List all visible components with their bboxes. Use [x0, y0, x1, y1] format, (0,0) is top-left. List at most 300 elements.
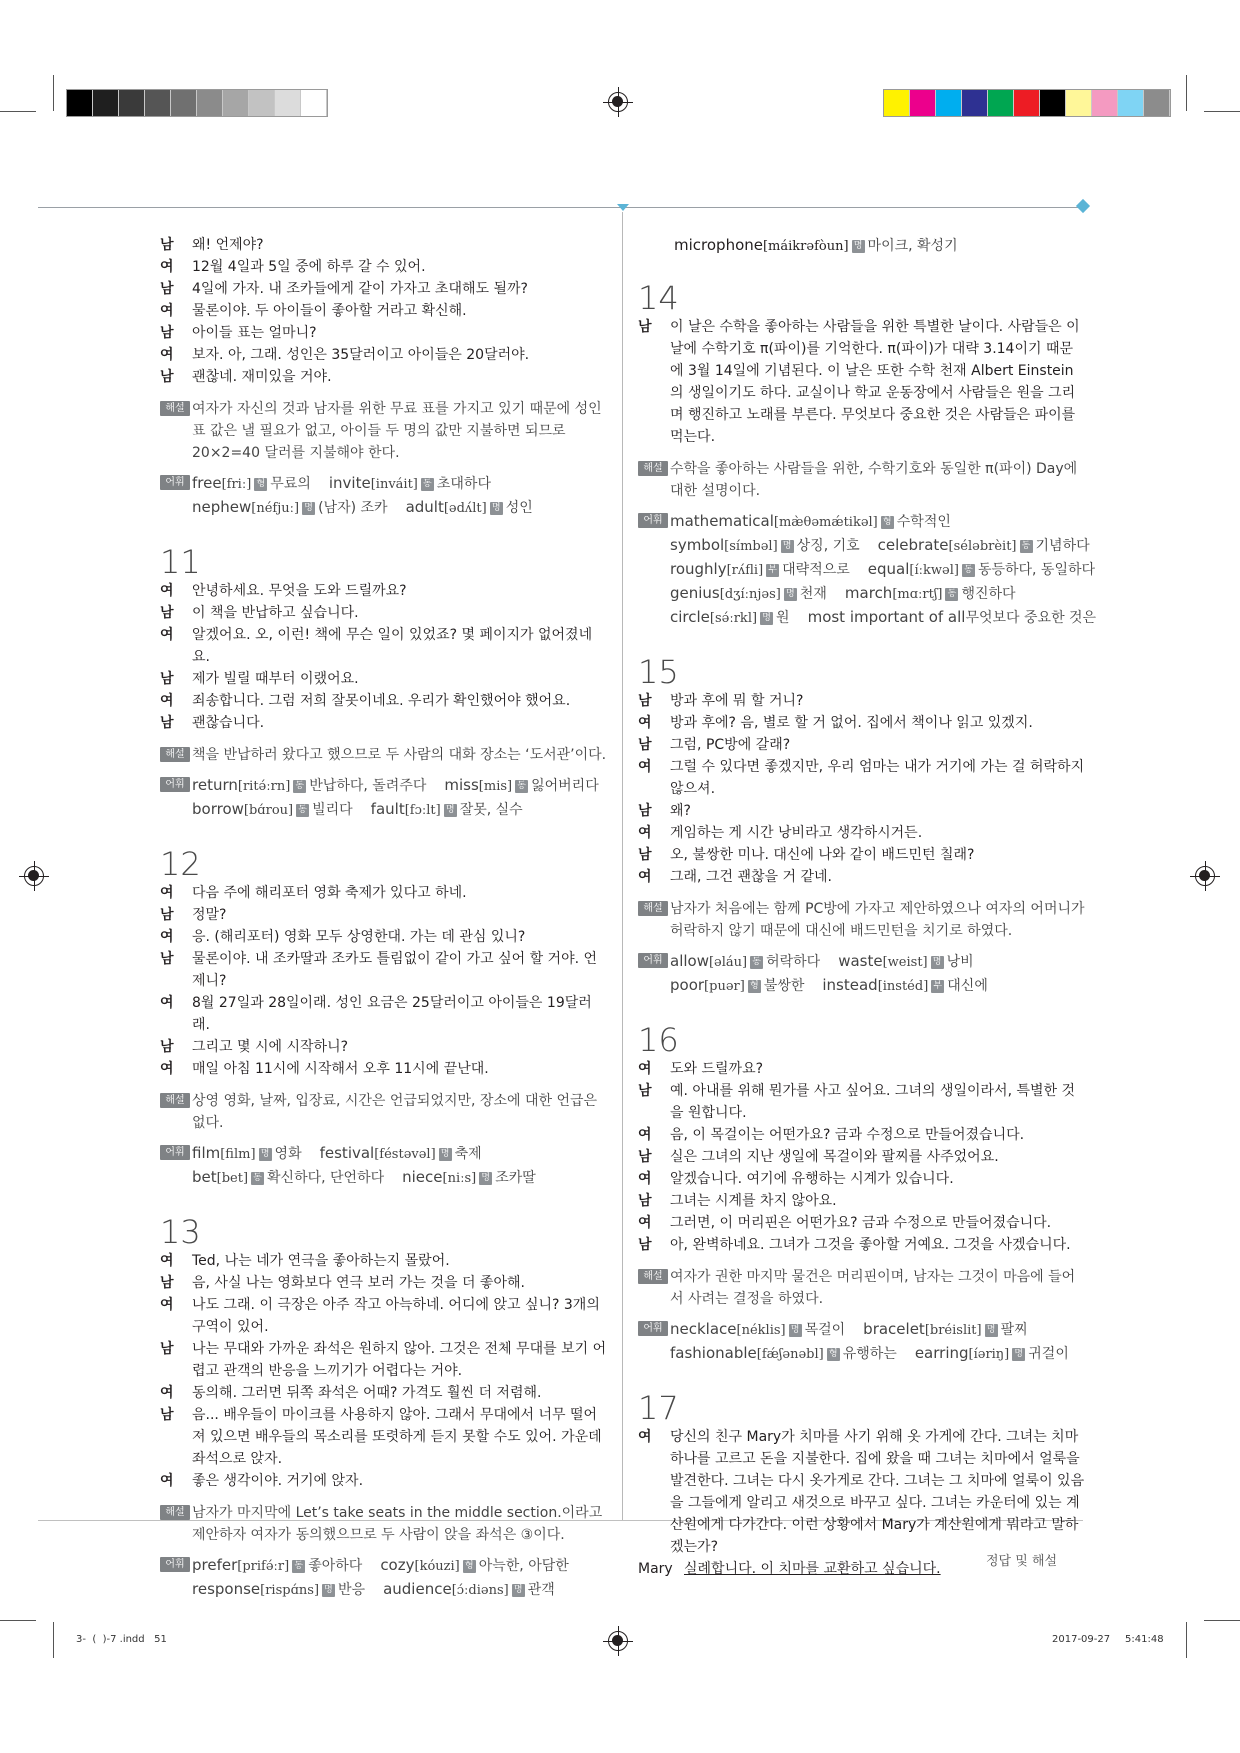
vocab-phonetic: [rʌ́fli]: [726, 563, 764, 578]
explanation-text: 남자가 처음에는 함께 PC방에 가자고 제안하였으나 여자의 어머니가 허락하지 않기 때문에 대신에 배드민턴을 치기로 하였다.: [670, 901, 1085, 939]
vocab-pos-badge: 명: [490, 502, 503, 515]
dialogue-text: 좋은 생각이야. 거기에 앉자.: [192, 1473, 364, 1489]
speaker-label: 남: [638, 693, 652, 709]
dialogue-text: 이 책을 반납하고 싶습니다.: [192, 605, 359, 621]
dialogue-15: [638, 690, 1086, 888]
vocab-entries: [670, 974, 988, 998]
diamond-marker-icon: [1076, 199, 1090, 213]
explanation-text: 여자가 자신의 것과 남자를 위한 무료 표를 가지고 있기 때문에 성인 표 값은 낼 필요가 없고, 아이들 두 명의 값만 지불하면 되므로 20×2=40 달러를 지불해야 한다.: [192, 401, 602, 461]
vocab-word: celebrate: [877, 536, 949, 554]
vocab-row: [638, 582, 1086, 606]
dialogue-line: [160, 1404, 608, 1470]
dialogue-line: [160, 948, 608, 992]
dialogue-line: [638, 800, 1086, 822]
dialogue-text: 물론이야. 내 조카딸과 조카도 틀림없이 같이 가고 싶어 할 거야. 언제니?: [192, 951, 598, 989]
color-swatch: [1092, 90, 1118, 116]
explanation-row: [638, 898, 1086, 942]
dialogue-line: [160, 1338, 608, 1382]
dialogue-line: [638, 1124, 1086, 1146]
dialogue-line: [638, 690, 1086, 712]
explanation-tag: 해설: [638, 1269, 668, 1284]
dialogue-line: [638, 1426, 1086, 1558]
dialogue-text: 매일 아침 11시에 시작해서 오후 11시에 끝난대.: [192, 1061, 489, 1077]
vocab-phonetic: [puər]: [704, 979, 745, 994]
dialogue-text: 나는 무대와 가까운 좌석은 원하지 않아. 그것은 전체 무대를 보기 어렵고 관객의 반응을 느끼기가 어렵다는 거야.: [192, 1341, 607, 1379]
speaker-label: 여: [638, 1171, 652, 1187]
vocab-pos-badge: 명: [931, 956, 944, 969]
vocab-pos-badge: 명: [789, 1324, 802, 1337]
dialogue-line: [160, 690, 608, 712]
dialogue-text: 그녀는 시계를 차지 않아요.: [670, 1193, 837, 1209]
vocab-pos-badge: 명: [444, 804, 457, 817]
dialogue-text: 그래, 그건 괜찮을 거 같네.: [670, 869, 832, 885]
dialogue-text: 보자. 아, 그래. 성인은 35달러이고 아이들은 20달러야.: [192, 347, 530, 363]
dialogue-16: [638, 1058, 1086, 1256]
intro-explanation: [160, 398, 608, 464]
speaker-label: 남: [638, 737, 652, 753]
vocab-meaning: 천재: [799, 586, 827, 602]
vocab-word: poor: [670, 976, 705, 994]
dialogue-text: 그리고 몇 시에 시작하니?: [192, 1039, 349, 1055]
vocab-meaning: 낭비: [946, 954, 974, 970]
speaker-label: 남: [160, 237, 174, 253]
speaker-label: 여: [160, 259, 174, 275]
vocab-entry: [670, 534, 860, 558]
color-swatch: [936, 90, 962, 116]
dialogue-line: [160, 1250, 608, 1272]
vocab-word: nephew: [192, 498, 252, 516]
vocab-phonetic: [mis]: [478, 779, 513, 794]
dialogue-line: [638, 844, 1086, 866]
vocab-entry: [878, 534, 1090, 558]
gray-swatch: [301, 90, 327, 116]
explanation-text: 여자가 권한 마지막 물건은 머리핀이며, 남자는 그것이 마음에 들어서 사려는 결정을 하였다.: [670, 1269, 1076, 1307]
vocab-meaning: 빌리다: [312, 802, 353, 818]
vocab-entry: [192, 1578, 365, 1602]
explanation-row: [160, 744, 608, 766]
crop-mark: [1186, 75, 1187, 111]
dialogue-text: 그러면, 이 머리핀은 어떤가요? 금과 수정으로 만들어졌습니다.: [670, 1215, 1052, 1231]
explanation-12: [160, 1090, 608, 1134]
vocab-pos-badge: 명: [439, 1148, 452, 1161]
vocab-tag: 어휘: [160, 1557, 190, 1572]
dialogue-line: [638, 1190, 1086, 1212]
vocab-word: necklace: [670, 1320, 737, 1338]
vocab-row: [160, 798, 608, 822]
explanation-tag: 해설: [160, 747, 190, 762]
vocab-phonetic: [íəriŋ]: [968, 1347, 1010, 1362]
question-number-11: 11: [160, 543, 201, 581]
dialogue-line: [160, 1036, 608, 1058]
vocab-phonetic: [mɑːrtʃ]: [892, 587, 943, 602]
vocab-phonetic: [ɔ́ːdiəns]: [451, 1583, 509, 1598]
explanation-text: 책을 반납하러 왔다고 했으므로 두 사람의 대화 장소는 ‘도서관’이다.: [192, 747, 607, 763]
dialogue-text: 아이들 표는 얼마니?: [192, 325, 317, 341]
vocab-pos-badge: 명: [760, 612, 773, 625]
vocab-word: invite: [328, 474, 371, 492]
vocab-pos-badge: 부: [766, 564, 779, 577]
vocab-meaning: 대략적으로: [782, 562, 850, 578]
speaker-label: 여: [160, 995, 174, 1011]
dialogue-text: 다음 주에 해리포터 영화 축제가 있다고 하네.: [192, 885, 467, 901]
vocab-pos-badge: 명: [302, 502, 315, 515]
dialogue-line: [638, 822, 1086, 844]
vocab-entries: [192, 774, 599, 798]
vocab-row: [638, 558, 1096, 582]
vocab-phonetic: [film]: [220, 1147, 256, 1162]
explanation-text: 남자가 마지막에 Let’s take seats in the middle section.이라고 제안하자 여자가 동의했으므로 두 사람이 앉을 좌석은 ③이다.: [192, 1505, 603, 1543]
vocab-meaning: 잃어버리다: [531, 778, 599, 794]
vocab-pos-badge: 명: [512, 1584, 525, 1597]
explanation-text: 수학을 좋아하는 사람들을 위한, 수학기호와 동일한 π(파이) Day에 대한 설명이다.: [670, 461, 1078, 499]
vocab-entry: [808, 606, 1097, 630]
vocab-row: [638, 974, 1086, 998]
vocab-meaning: 반납하다, 돌려주다: [309, 778, 427, 794]
dialogue-11: [160, 580, 608, 734]
vocab-phonetic: [fɔːlt]: [404, 803, 441, 818]
dialogue-text: 방과 후에 뭐 할 거니?: [670, 693, 804, 709]
vocab-pos-badge: 동: [945, 588, 958, 601]
speaker-label: 여: [160, 583, 174, 599]
vocab-meaning: 동등하다, 동일하다: [977, 562, 1096, 578]
vocab-word: genius: [670, 584, 720, 602]
dialogue-line: [638, 1146, 1086, 1168]
vocab-word: most important of all: [807, 608, 966, 626]
column-marker-icon: [617, 204, 629, 211]
vocab-word: return: [192, 776, 238, 794]
question-number-17: 17: [638, 1389, 679, 1427]
vocab-phonetic: [instéd]: [877, 979, 929, 994]
dialogue-line: [160, 300, 608, 322]
vocab-meaning: 무료의: [270, 476, 311, 492]
vocab-entry: [670, 1318, 845, 1342]
dialogue-text: 괜찮네. 재미있을 거야.: [192, 369, 332, 385]
vocab-pos-badge: 명: [784, 588, 797, 601]
explanation-tag: 해설: [160, 1093, 190, 1108]
vocab-entries: [670, 558, 1095, 582]
slug-time: 5:41:48: [1125, 1634, 1164, 1645]
speaker-label: 여: [638, 1215, 652, 1231]
dialogue-line: [638, 1168, 1086, 1190]
explanation-16: [638, 1266, 1086, 1310]
vocab-word: audience: [383, 1580, 452, 1598]
vocab-row: [160, 1554, 608, 1578]
speaker-label: 남: [160, 1275, 174, 1291]
speaker-label: 여: [160, 347, 174, 363]
vocab-phonetic: [néklis]: [736, 1323, 786, 1338]
vocab-word: fault: [370, 800, 405, 818]
vocab-entry: [444, 774, 598, 798]
vocab-meaning: 조카딸: [495, 1170, 536, 1186]
vocab-row: [638, 1318, 1086, 1342]
dialogue-text: 음, 사실 나는 영화보다 연극 보러 가는 것을 더 좋아해.: [192, 1275, 525, 1291]
dialogue-text: 나도 그래. 이 극장은 아주 작고 아늑하네. 어디에 앉고 싶니? 3개의 구역이 있어.: [192, 1297, 600, 1335]
vocab-phonetic: [friː]: [221, 477, 252, 492]
crop-mark: [0, 1620, 36, 1621]
vocab-word: prefer: [192, 1556, 238, 1574]
vocab-word: mathematical: [670, 512, 774, 530]
question-number-15: 15: [638, 653, 679, 691]
vocab-pos-badge: 명: [259, 1148, 272, 1161]
color-swatch: [962, 90, 988, 116]
explanation-14: [638, 458, 1086, 502]
vocab-entry: [863, 1318, 1027, 1342]
dialogue-line: [160, 992, 608, 1036]
vocab-entry: [670, 1342, 897, 1366]
vocabulary-12: [160, 1142, 608, 1190]
intro-vocabulary: [160, 472, 608, 520]
vocab-entries: [670, 606, 1096, 630]
vocabulary-16: [638, 1318, 1086, 1366]
color-swatch: [1014, 90, 1040, 116]
dialogue-line: [160, 1058, 608, 1080]
vocab-pos-badge: 명: [781, 540, 794, 553]
crop-mark: [0, 111, 36, 112]
vocab-word: fashionable: [670, 1344, 757, 1362]
color-swatch-bar: [883, 89, 1171, 117]
vocab-entries: [670, 950, 974, 974]
vocab-word: response: [192, 1580, 261, 1598]
explanation-row: [160, 398, 608, 464]
speaker-label: 남: [638, 847, 652, 863]
vocab-tag: 어휘: [638, 1321, 668, 1336]
vocab-meaning: 귀걸이: [1028, 1346, 1069, 1362]
registration-mark-top-icon: [608, 92, 628, 112]
vocab-phonetic: [símbəl]: [724, 539, 778, 554]
explanation-13: [160, 1502, 608, 1546]
question-number-16: 16: [638, 1021, 679, 1059]
vocab-row: [160, 1166, 608, 1190]
speaker-label: 남: [160, 605, 174, 621]
vocab-phonetic: [rispɑ́ns]: [260, 1583, 320, 1598]
speaker-label: 여: [160, 1385, 174, 1401]
gray-swatch: [171, 90, 197, 116]
dialogue-line: [160, 580, 608, 602]
vocab-meaning: 행진하다: [961, 586, 1016, 602]
vocab-pos-badge: 명: [1012, 1348, 1025, 1361]
dialogue-line: [160, 926, 608, 948]
vocab-phonetic: [féstəvəl]: [374, 1147, 436, 1162]
vocab-word: film: [192, 1144, 221, 1162]
speaker-label: 여: [160, 627, 174, 643]
vocab-word: free: [192, 474, 222, 492]
dialogue-line: [160, 624, 608, 668]
explanation-row: [638, 458, 1086, 502]
vocabulary-11: [160, 774, 608, 822]
explanation-11: [160, 744, 608, 766]
dialogue-line: [638, 712, 1086, 734]
vocab-tag: 어휘: [638, 953, 668, 968]
question-number-13: 13: [160, 1213, 201, 1251]
dialogue-line: [638, 316, 1086, 448]
vocab-phonetic: [bɑ́rou]: [243, 803, 294, 818]
explanation-15: [638, 898, 1086, 942]
speaker-label: 남: [160, 907, 174, 923]
top-vocab-entry: microphone[máikrəfòun] 명 마이크, 확성기: [674, 236, 958, 254]
vocab-entry: [670, 510, 951, 534]
vocab-pos-badge: 동: [251, 1172, 264, 1185]
speaker-label: 여: [160, 1253, 174, 1269]
vocab-entries: [670, 582, 1016, 606]
vocab-phonetic: [inváit]: [370, 477, 418, 492]
dialogue-line: [160, 668, 608, 690]
dialogue-text: 음... 배우들이 마이크를 사용하지 않아. 그래서 무대에서 너무 떨어져 있으면 배우들의 목소리를 또렷하게 듣지 못할 수도 있어. 가운데 좌석으로 앉자.: [192, 1407, 602, 1467]
vocab-meaning: 영화: [274, 1146, 302, 1162]
vocab-pos-badge: 동: [421, 478, 434, 491]
dialogue-line: [160, 366, 608, 388]
vocab-entry: [192, 1554, 362, 1578]
vocab-row: [638, 1342, 1086, 1366]
vocab-word: instead: [822, 976, 878, 994]
vocab-entry: [329, 472, 491, 496]
explanation-tag: 해설: [160, 401, 190, 416]
vocab-entry: [192, 798, 353, 822]
vocab-pos-badge: 동: [750, 956, 763, 969]
explanation-row: [638, 1266, 1086, 1310]
vocab-word: festival: [319, 1144, 375, 1162]
gray-swatch: [93, 90, 119, 116]
dialogue-text: 오, 불쌍한 미나. 대신에 나와 같이 배드민턴 칠래?: [670, 847, 975, 863]
vocab-entry: [670, 606, 790, 630]
gray-swatch: [223, 90, 249, 116]
vocab-row: [638, 534, 1090, 558]
dialogue-line: [638, 756, 1086, 800]
vocab-pos-badge: 동: [296, 804, 309, 817]
dialogue-text: 물론이야. 두 아이들이 좋아할 거라고 확신해.: [192, 303, 467, 319]
dialogue-line: [160, 602, 608, 624]
dialogue-text: 아, 완벽하네요. 그녀가 그것을 좋아할 거예요. 그것을 사겠습니다.: [670, 1237, 1071, 1253]
crop-mark: [53, 75, 54, 111]
vocab-word: earring: [914, 1344, 969, 1362]
vocab-meaning: 상징, 기호: [796, 538, 860, 554]
vocab-pos-badge: 부: [931, 980, 944, 993]
vocab-pos-badge: 형: [827, 1348, 840, 1361]
speaker-label: 남: [160, 325, 174, 341]
speaker-label: 여: [638, 1061, 652, 1077]
vocab-phonetic: [bet]: [216, 1171, 249, 1186]
vocab-word: equal: [867, 560, 910, 578]
speaker-label: 남: [160, 281, 174, 297]
dialogue-line: [160, 278, 608, 300]
speaker-label: 여: [160, 303, 174, 319]
dialogue-text: 정말?: [192, 907, 227, 923]
speaker-label: 남: [638, 319, 652, 335]
dialogue-text: 왜?: [670, 803, 691, 819]
question-number-14: 14: [638, 279, 679, 317]
dialogue-text: 게임하는 게 시간 낭비라고 생각하시거든.: [670, 825, 923, 841]
crop-mark: [1204, 111, 1240, 112]
vocab-phonetic: [əláu]: [708, 955, 748, 970]
vocabulary-15: [638, 950, 1086, 998]
vocab-pos-badge: 동: [1020, 540, 1033, 553]
vocab-phonetic: [ritə́ːrn]: [237, 779, 291, 794]
script-17: [638, 1426, 1086, 1558]
vocab-entry: [838, 950, 973, 974]
speaker-label: 여: [638, 715, 652, 731]
color-swatch: [1144, 90, 1170, 116]
vocab-entry: [402, 1166, 536, 1190]
vocab-entry: [822, 974, 987, 998]
vocab-entry: [845, 582, 1016, 606]
dialogue-12: [160, 882, 608, 1080]
vocab-meaning: 수학적인: [896, 514, 951, 530]
dialogue-line: [160, 1294, 608, 1338]
dialogue-text: 안녕하세요. 무엇을 도와 드릴까요?: [192, 583, 407, 599]
explanation-tag: 해설: [160, 1505, 190, 1520]
vocab-entry: [380, 1554, 568, 1578]
speaker-label: 여: [638, 1127, 652, 1143]
vocab-word: waste: [838, 952, 883, 970]
vocab-entries: [192, 1142, 482, 1166]
speaker-label: 여: [160, 1061, 174, 1077]
vocab-pos-badge: 형: [254, 478, 267, 491]
vocab-meaning: 반응: [338, 1582, 366, 1598]
vocab-entries: [670, 1342, 1069, 1366]
vocab-pos-badge: 명: [985, 1324, 998, 1337]
dialogue-text: 알겠습니다. 여기에 유행하는 시계가 있습니다.: [670, 1171, 954, 1187]
speaker-label: 여: [160, 1297, 174, 1313]
dialogue-line: [160, 256, 608, 278]
gray-swatch: [249, 90, 275, 116]
gray-swatch: [67, 90, 93, 116]
speaker-label: 여: [160, 1473, 174, 1489]
dialogue-text: 음, 이 목걸이는 어떤가요? 금과 수정으로 만들어졌습니다.: [670, 1127, 1025, 1143]
vocab-meaning: 아늑한, 아담한: [478, 1558, 569, 1574]
speaker-label: 남: [160, 951, 174, 967]
crop-mark: [53, 1622, 54, 1658]
slug-date: 2017-09-27: [1052, 1634, 1111, 1645]
vocab-meaning: 초대하다: [436, 476, 491, 492]
vocab-meaning: 확신하다, 단언하다: [267, 1170, 385, 1186]
vocab-pos-badge: 명: [322, 1584, 335, 1597]
vocab-phonetic: [dʒíːnjəs]: [719, 587, 781, 602]
speaker-label: 남: [160, 715, 174, 731]
dialogue-text: 그럼, PC방에 갈래?: [670, 737, 791, 753]
vocab-tag: 어휘: [160, 475, 190, 490]
vocab-word: bet: [192, 1168, 217, 1186]
dialogue-text: 8월 27일과 28일이래. 성인 요금은 25달러이고 아이들은 19달러래.: [192, 995, 592, 1033]
dialogue-text: 이 날은 수학을 좋아하는 사람들을 위한 특별한 날이다. 사람들은 이 날에 수학기호 π(파이)를 기억한다. π(파이)가 대략 3.14이기 때문에 3월 14일에 기념된다. 이 날은 또한 수학 천재 Albert Einstein의 생일이기도 하다. 교실이나 학교 운동장에서 사람들은 원을 그리며 행진하고 노래를 부른다. 무엇보다 중요한 것은 사람들은 파이를 먹는다.: [670, 319, 1080, 445]
color-swatch: [1040, 90, 1066, 116]
vocab-entry: [192, 1166, 384, 1190]
dialogue-text: 12월 4일과 5일 중에 하루 갈 수 있어.: [192, 259, 426, 275]
dialogue-line: [160, 1470, 608, 1492]
vocab-entry: [670, 558, 850, 582]
vocab-tag: 어휘: [160, 1145, 190, 1160]
vocabulary-14: [638, 510, 1097, 630]
vocab-entry: [868, 558, 1095, 582]
vocabulary-13: [160, 1554, 608, 1602]
vocab-row: [160, 774, 608, 798]
vocab-entry: [670, 974, 804, 998]
vocab-word: miss: [444, 776, 479, 794]
dialogue-line: [638, 1212, 1086, 1234]
explanation-tag: 해설: [638, 461, 668, 476]
explanation-tag: 해설: [638, 901, 668, 916]
dialogue-line: [160, 344, 608, 366]
speaker-label: 여: [638, 869, 652, 885]
dialogue-line: [638, 1234, 1086, 1256]
vocab-phonetic: [ədʌ́lt]: [443, 501, 487, 516]
vocab-pos-badge: 형: [463, 1560, 476, 1573]
vocab-word: symbol: [670, 536, 725, 554]
color-swatch: [988, 90, 1014, 116]
right-column: [638, 234, 1097, 1580]
vocab-entries: [192, 1578, 555, 1602]
gray-swatch: [145, 90, 171, 116]
vocab-row: [638, 950, 1086, 974]
speaker-label: 남: [160, 1407, 174, 1423]
